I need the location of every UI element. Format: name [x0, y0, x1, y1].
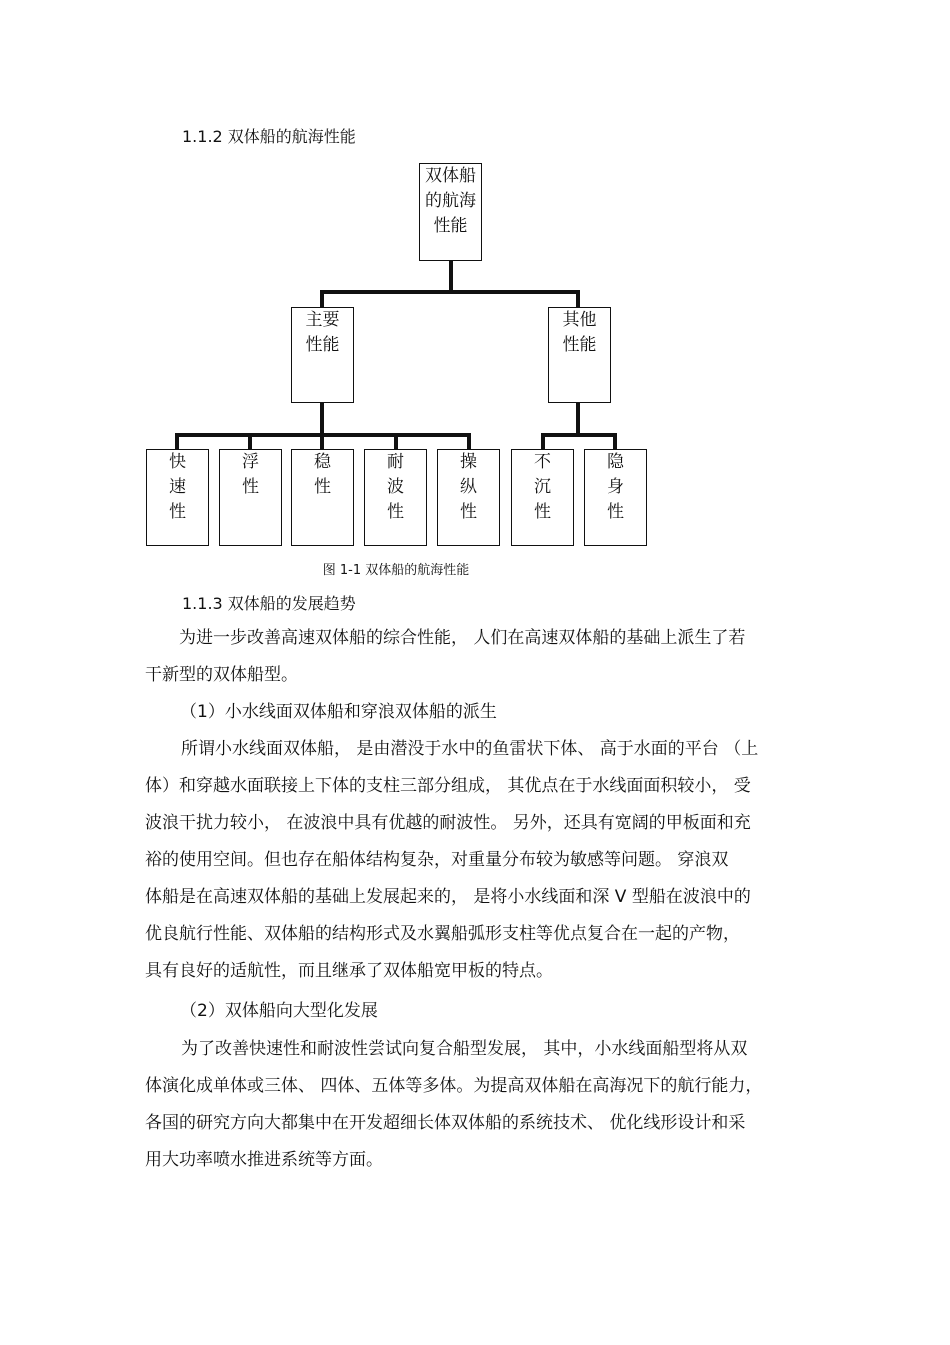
text-line: 干新型的双体船型。: [145, 665, 298, 685]
connector: [175, 433, 179, 449]
leaf-char: 性: [607, 502, 624, 522]
leaf-node-stability: [291, 449, 354, 546]
leaf-char: 纵: [460, 477, 477, 497]
connector: [541, 433, 617, 437]
root-node: [419, 163, 482, 261]
root-node-line: 双体船: [425, 166, 476, 186]
leaf-char: 不: [534, 452, 551, 472]
leaf-char: 稳: [314, 452, 331, 472]
node-line: 主要: [305, 310, 340, 330]
connector: [320, 290, 324, 308]
node-line: 性能: [305, 335, 340, 355]
leaf-node-buoyancy: [219, 449, 282, 546]
text-line: 体演化成单体或三体、 四体、五体等多体。为提高双体船在高海况下的航行能力，: [145, 1076, 763, 1096]
text-line: 裕的使用空间。但也存在船体结构复杂，对重量分布较为敏感等问题。 穿浪双: [145, 850, 729, 870]
connector: [576, 403, 580, 435]
node-line: 性能: [562, 335, 597, 355]
text-line: 所谓小水线面双体船， 是由潜没于水中的鱼雷状下体、 高于水面的平台 （上: [181, 739, 759, 759]
text-line: 用大功率喷水推进系统等方面。: [145, 1150, 383, 1170]
text-line: 体）和穿越水面联接上下体的支柱三部分组成， 其优点在于水线面面积较小， 受: [145, 776, 751, 796]
text-line: 各国的研究方向大都集中在开发超细长体双体船的系统技术、 优化线形设计和采: [145, 1113, 746, 1133]
leaf-char: 沉: [534, 477, 551, 497]
leaf-char: 隐: [607, 452, 624, 472]
section-heading-1-1-2: 1.1.2 双体船的航海性能: [182, 127, 356, 146]
text-line: 为进一步改善高速双体船的综合性能， 人们在高速双体船的基础上派生了若: [179, 628, 746, 648]
leaf-node-stealth: [584, 449, 647, 546]
text-line: 体船是在高速双体船的基础上发展起来的， 是将小水线面和深 V 型船在波浪中的: [145, 887, 751, 907]
connector: [467, 433, 471, 449]
leaf-char: 性: [242, 477, 259, 497]
section-heading-1-1-3: 1.1.3 双体船的发展趋势: [182, 594, 356, 613]
connector: [576, 290, 580, 308]
text-line: 优良航行性能、双体船的结构形式及水翼船弧形支柱等优点复合在一起的产物，: [145, 924, 740, 944]
leaf-node-seakeeping: [364, 449, 427, 546]
node-line: 其他: [562, 310, 597, 330]
leaf-char: 操: [460, 452, 477, 472]
leaf-char: 耐: [387, 452, 404, 472]
text-line: 具有良好的适航性，而且继承了双体船宽甲板的特点。: [145, 961, 553, 981]
connector: [613, 433, 617, 449]
root-node-line: 的航海: [425, 191, 476, 211]
root-node-line: 性能: [433, 216, 468, 236]
leaf-node-unsinkability: [511, 449, 574, 546]
leaf-char: 身: [607, 477, 624, 497]
leaf-char: 性: [460, 502, 477, 522]
connector: [320, 290, 580, 294]
connector: [320, 403, 324, 435]
leaf-char: 性: [314, 477, 331, 497]
leaf-char: 性: [534, 502, 551, 522]
leaf-char: 波: [387, 477, 404, 497]
connector: [248, 433, 252, 449]
leaf-node-maneuverability: [437, 449, 500, 546]
connector: [394, 433, 398, 449]
leaf-char: 快: [169, 452, 186, 472]
leaf-node-speed: [146, 449, 209, 546]
figure-caption: 图 1-1 双体船的航海性能: [322, 563, 470, 578]
connector: [449, 261, 453, 292]
main-performance-node: [291, 307, 354, 403]
subsection-title-text: （1）小水线面双体船和穿浪双体船的派生: [180, 702, 497, 722]
subsection-1-paragraph: [145, 731, 810, 990]
other-performance-node: [548, 307, 611, 403]
leaf-char: 速: [169, 477, 186, 497]
leaf-char: 性: [169, 502, 186, 522]
intro-paragraph: [145, 620, 810, 694]
subsection-title-2: [180, 993, 845, 1030]
subsection-title-text: （2）双体船向大型化发展: [180, 1001, 378, 1021]
connector: [541, 433, 545, 449]
text-line: 波浪干扰力较小， 在波浪中具有优越的耐波性。 另外，还具有宽阔的甲板面和充: [145, 813, 751, 833]
subsection-title-1: [180, 694, 845, 731]
text-line: 为了改善快速性和耐波性尝试向复合船型发展， 其中，小水线面船型将从双: [181, 1039, 748, 1059]
leaf-char: 浮: [242, 452, 259, 472]
subsection-2-paragraph: [145, 1031, 810, 1179]
leaf-char: 性: [387, 502, 404, 522]
connector: [320, 433, 324, 449]
